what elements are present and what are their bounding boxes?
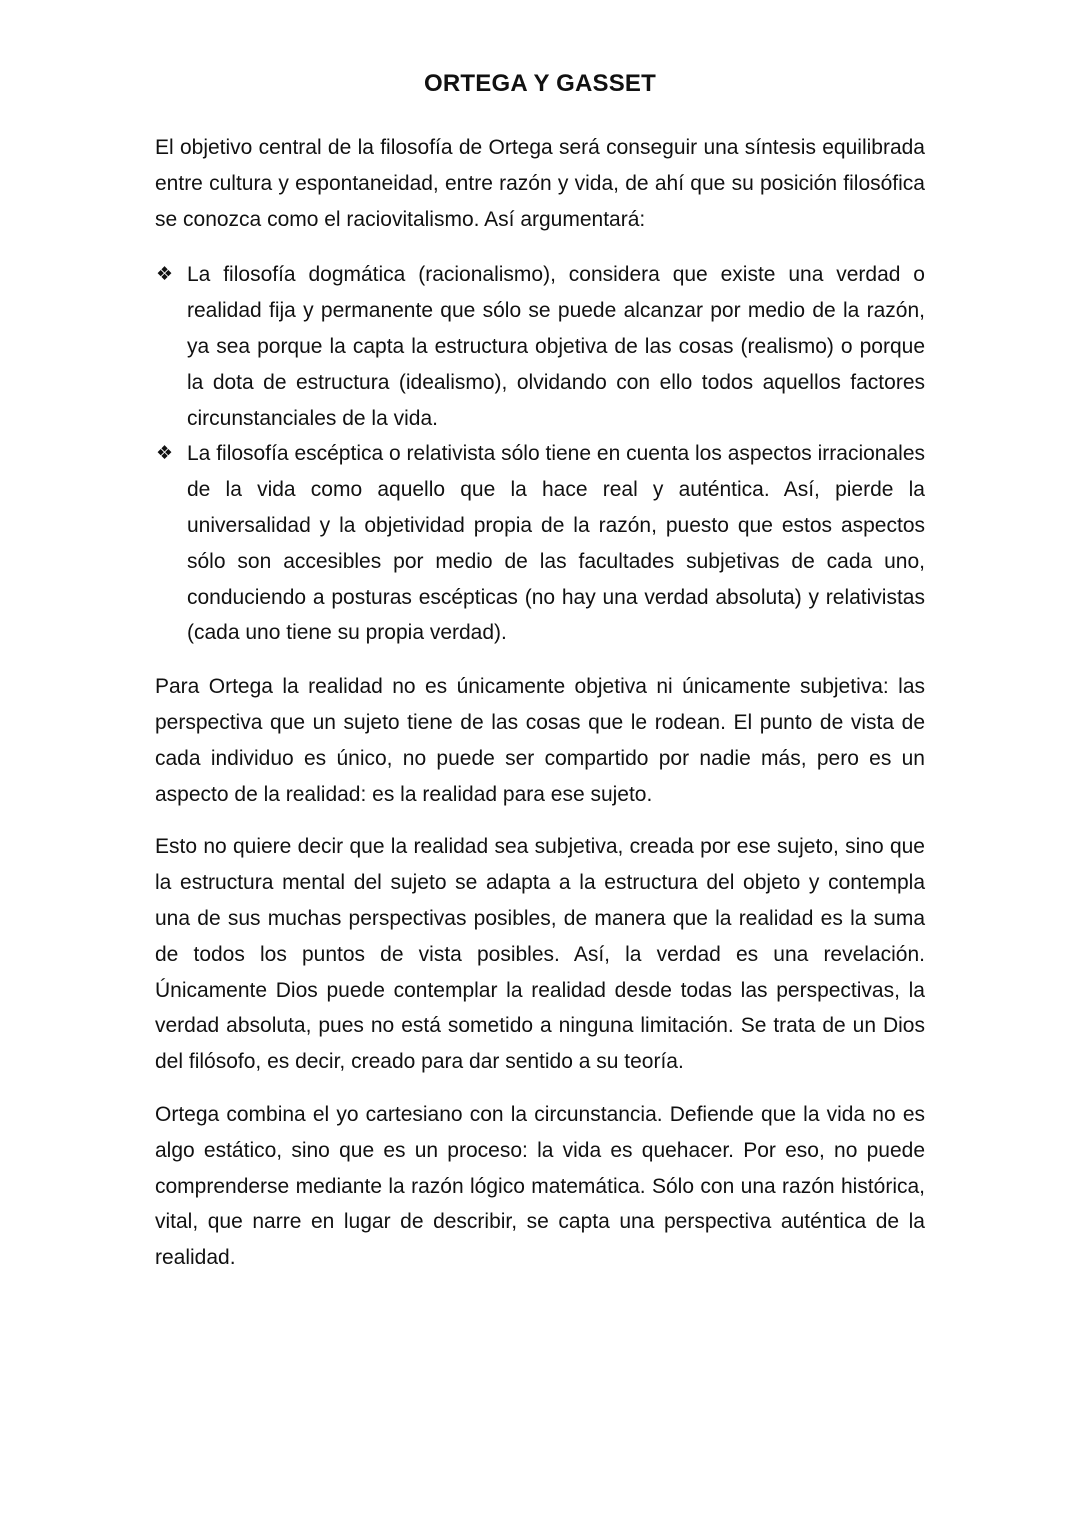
list-item-text: La filosofía dogmática (racionalismo), considera que existe una verdad o realidad fija y permanente que sólo se puede alcanzar por medio de la razón, ya sea porque la capta la estructura objetiva de las cosas (realismo) o porque la dota de estructura (idealismo), olvidando con ello todos aquellos factores circunstanciales de la vida.	[187, 263, 925, 430]
paragraph-circumstance: Ortega combina el yo cartesiano con la circunstancia. Defiende que la vida no es algo estático, sino que es un proceso: la vida es quehacer. Por eso, no puede comprenderse mediante la razón lógico matemática. Sólo con una razón histórica, vital, que narre en lugar de describir, se capta una perspectiva auténtica de la realidad.	[155, 1102, 925, 1270]
document-title: ORTEGA Y GASSET	[424, 70, 656, 97]
document-page	[155, 66, 925, 1293]
argument-list	[155, 257, 925, 651]
four-diamond-bullet-icon: ❖	[156, 263, 174, 286]
list-item-dogmatic	[155, 257, 925, 436]
four-diamond-bullet-icon: ❖	[156, 442, 174, 465]
list-item-text: La filosofía escéptica o relativista sólo tiene en cuenta los aspectos irracionales de la vida como aquello que la hace real y auténtica. Así, pierde la universalidad y la objetividad propia de la razón, puesto que estos aspectos sólo son accesibles por medio de las facultades subjetivas de cada uno, conduciendo a posturas escépticas (no hay una verdad absoluta) y relativistas (cada uno tiene su propia verdad).	[187, 442, 925, 645]
paragraph-reality: Esto no quiere decir que la realidad sea subjetiva, creada por ese sujeto, sino que la estructura mental del sujeto se adapta a la estructura del objeto y contempla una de sus muchas perspectivas posibles, de manera que la realidad es la suma de todos los puntos de vista posibles. Así, la verdad es una revelación. Únicamente Dios puede contemplar la realidad desde todas las perspectivas, la verdad absoluta, pues no está sometido a ninguna limitación. Se trata de un Dios del filósofo, es decir, creado para dar sentido a su teoría.	[155, 835, 925, 1074]
paragraph-perspective: Para Ortega la realidad no es únicamente objetiva ni únicamente subjetiva: las perspectiva que un sujeto tiene de las cosas que le rodean. El punto de vista de cada individuo es único, no puede ser compartido por nadie más, pero es un aspecto de la realidad: es la realidad para ese sujeto.	[155, 675, 925, 806]
intro-paragraph: El objetivo central de la filosofía de Ortega será conseguir una síntesis equilibrada entre cultura y espontaneidad, entre razón y vida, de ahí que su posición filosófica se conozca como el raciovitalismo. Así argumentará:	[155, 136, 925, 231]
list-item-skeptical	[155, 436, 925, 651]
